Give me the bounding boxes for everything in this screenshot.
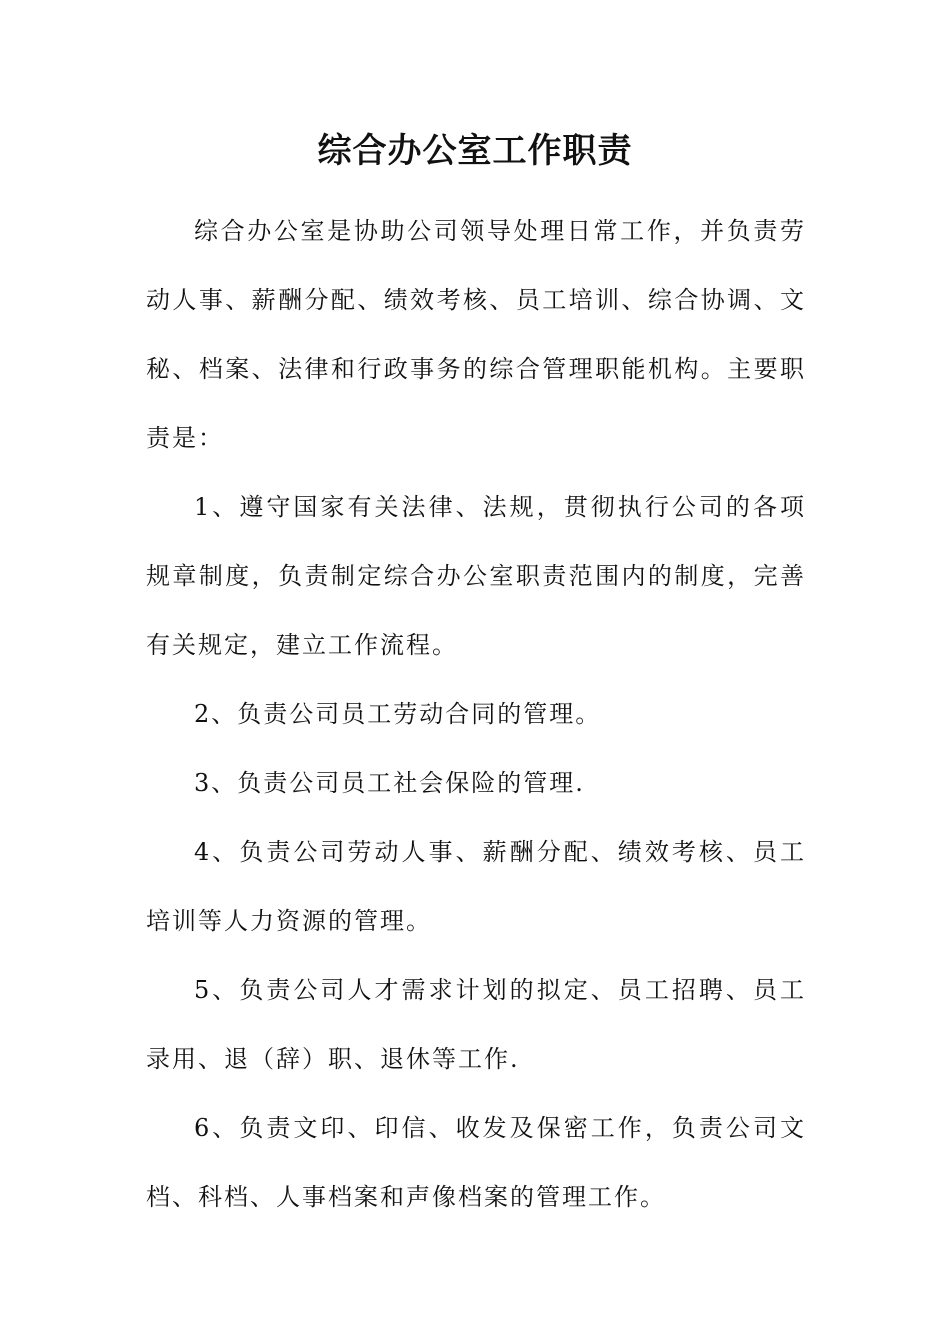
duty-item-3: 3、负责公司员工社会保险的管理. xyxy=(194,769,585,797)
duty-item-2: 2、负责公司员工劳动合同的管理。 xyxy=(194,700,602,728)
intro-paragraph: 综合办公室是协助公司领导处理日常工作，并负责劳动人事、薪酬分配、绩效考核、员工培训、综合协调、文秘、档案、法律和行政事务的综合管理职能机构。主要职责是： xyxy=(146,217,806,452)
duty-item-6: 6、负责文印、印信、收发及保密工作，负责公司文档、科档、人事档案和声像档案的管理工作。 xyxy=(146,1114,806,1211)
duty-item-4: 4、负责公司劳动人事、薪酬分配、绩效考核、员工培训等人力资源的管理。 xyxy=(146,838,806,935)
document-body xyxy=(146,197,806,1232)
duty-item-1: 1、遵守国家有关法律、法规，贯彻执行公司的各项规章制度，负责制定综合办公室职责范围内的制度，完善有关规定，建立工作流程。 xyxy=(146,493,806,659)
document-title: 综合办公室工作职责 xyxy=(317,131,633,171)
duty-item-5: 5、负责公司人才需求计划的拟定、员工招聘、员工录用、退（辞）职、退休等工作. xyxy=(146,976,806,1073)
